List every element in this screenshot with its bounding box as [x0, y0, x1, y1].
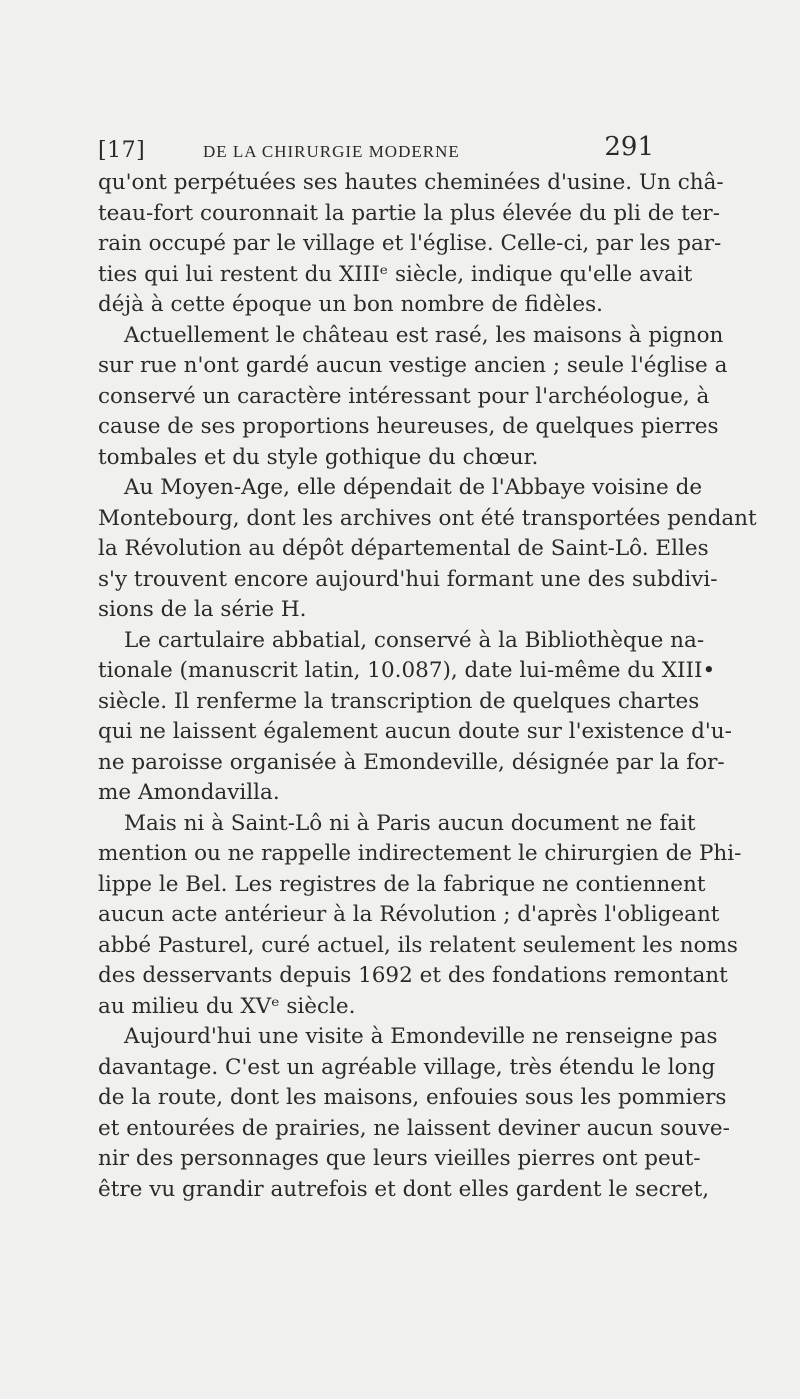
text-line: ne paroisse organisée à Emondeville, désignée par la for-: [98, 749, 725, 775]
text-line: Mais ni à Saint-Lô ni à Paris aucun document ne fait: [124, 810, 696, 836]
text-line: au milieu du XVᵉ siècle.: [98, 993, 356, 1019]
text-line: qu'ont perpétuées ses hautes cheminées d'usine. Un châ-: [98, 170, 724, 195]
text-line: Actuellement le château est rasé, les maisons à pignon: [124, 322, 724, 348]
chapter-folio: [17]: [98, 138, 146, 163]
text-line: Montebourg, dont les archives ont été transportées pendant: [98, 505, 757, 531]
text-line: aucun acte antérieur à la Révolution ; d'après l'obligeant: [98, 902, 720, 927]
text-line: siècle. Il renferme la transcription de quelques chartes: [98, 688, 700, 714]
text-line: teau-fort couronnait la partie la plus élevée du pli de ter-: [98, 200, 720, 226]
text-line: nir des personnages que leurs vieilles pierres ont peut-: [98, 1146, 701, 1171]
text-line: lippe le Bel. Les registres de la fabrique ne contiennent: [98, 871, 706, 897]
text-line: ties qui lui restent du XIIIᵉ siècle, indique qu'elle avait: [98, 261, 693, 287]
text-line: abbé Pasturel, curé actuel, ils relatent seulement les noms: [98, 932, 738, 958]
text-line: sur rue n'ont gardé aucun vestige ancien ; seule l'église a: [98, 353, 728, 378]
text-line: sions de la série H.: [98, 597, 307, 622]
text-line: tombales et du style gothique du chœur.: [98, 444, 539, 470]
text-line: Aujourd'hui une visite à Emondeville ne renseigne pas: [124, 1024, 718, 1049]
text-line: déjà à cette époque un bon nombre de fidèles.: [98, 292, 603, 317]
text-line: me Amondavilla.: [98, 780, 280, 805]
text-line: la Révolution au dépôt départemental de Saint-Lô. Elles: [98, 536, 709, 561]
page-header: [98, 132, 654, 172]
text-line: Le cartulaire abbatial, conservé à la Bibliothèque na-: [124, 627, 705, 653]
text-line: s'y trouvent encore aujourd'hui formant une des subdivi-: [98, 566, 718, 592]
text-line: des desservants depuis 1692 et des fondations remontant: [98, 963, 728, 988]
body-text: [98, 168, 757, 1205]
text-line: et entourées de prairies, ne laissent deviner aucun souve-: [98, 1115, 730, 1141]
page-number: 291: [604, 132, 654, 162]
text-line: cause de ses proportions heureuses, de quelques pierres: [98, 414, 719, 439]
text-line: Au Moyen-Age, elle dépendait de l'Abbaye voisine de: [124, 475, 703, 500]
text-line: qui ne laissent également aucun doute sur l'existence d'u-: [98, 719, 732, 744]
text-line: davantage. C'est un agréable village, très étendu le long: [98, 1054, 716, 1080]
text-line: être vu grandir autrefois et dont elles gardent le secret,: [98, 1176, 710, 1202]
text-line: conservé un caractère intéressant pour l'archéologue, à: [98, 383, 710, 409]
text-line: rain occupé par le village et l'église. Celle-ci, par les par-: [98, 231, 722, 256]
text-line: de la route, dont les maisons, enfouies sous les pommiers: [98, 1085, 727, 1110]
text-line: mention ou ne rappelle indirectement le chirurgien de Phi-: [98, 841, 742, 866]
text-line: tionale (manuscrit latin, 10.087), date lui-même du XIII•: [98, 658, 716, 683]
running-head: DE LA CHIRURGIE MODERNE: [203, 142, 460, 161]
